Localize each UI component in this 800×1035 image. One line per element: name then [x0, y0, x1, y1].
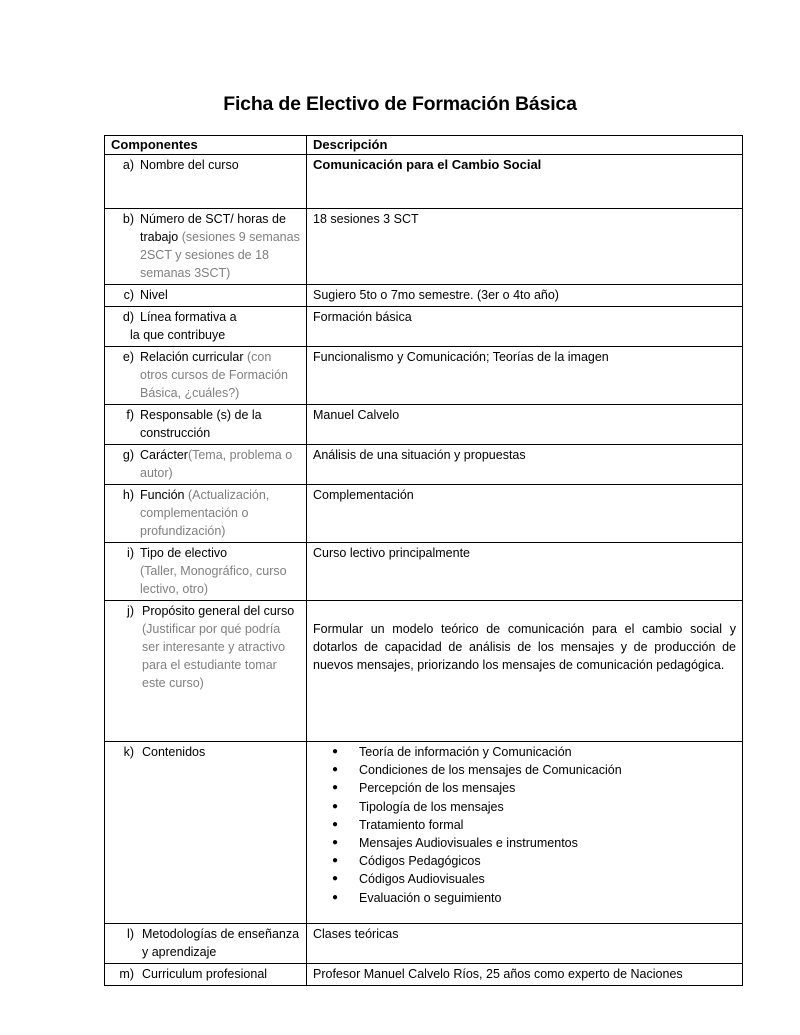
item-letter: h) [122, 488, 134, 502]
header-componentes: Componentes [105, 136, 307, 155]
component-name: Número de SCT/ horas de trabajo [140, 212, 286, 244]
list-item: ● Teoría de información y Comunicación [332, 743, 736, 761]
item-letter: c) [123, 288, 134, 302]
item-letter: m) [119, 967, 134, 981]
row-funcion [105, 485, 743, 543]
description-cell: Formación básica [307, 307, 743, 347]
list-item: ● Códigos Pedagógicos [332, 852, 736, 870]
description-cell: Funcionalismo y Comunicación; Teorías de la imagen [307, 347, 743, 405]
bullet-icon: ● [332, 891, 339, 903]
component-note: (sesiones 9 semanas 2SCT y sesiones de 18 semanas 3SCT) [140, 230, 300, 280]
row-caracter [105, 445, 743, 485]
table-header-row [105, 136, 743, 155]
bullet-icon: ● [332, 800, 339, 812]
component-name: Propósito general del curso [142, 604, 295, 618]
description-cell: Análisis de una situación y propuestas [307, 445, 743, 485]
component-name: Nivel [140, 288, 168, 302]
item-letter: d) [122, 310, 134, 324]
item-letter: b) [122, 212, 134, 226]
component-name: Tipo de electivo [140, 546, 228, 560]
description-cell: Sugiero 5to o 7mo semestre. (3er o 4to año) [307, 285, 743, 307]
bullet-icon: ● [332, 837, 339, 849]
list-item: ● Mensajes Audiovisuales e instrumentos [332, 834, 736, 852]
course-form-table [104, 135, 743, 986]
description-cell: 18 sesiones 3 SCT [307, 209, 743, 285]
description-cell: Profesor Manuel Calvelo Ríos, 25 años como experto de Naciones [307, 964, 743, 986]
row-responsable [105, 405, 743, 445]
component-note: (Justificar por qué podría ser interesante y atractivo para el estudiante tomar este curso) [142, 622, 286, 690]
document-title: Ficha de Electivo de Formación Básica [223, 93, 577, 115]
course-name-value: Comunicación para el Cambio Social [313, 157, 542, 172]
description-cell: Complementación [307, 485, 743, 543]
item-letter: a) [122, 158, 134, 172]
item-letter: k) [123, 745, 134, 759]
component-name: Línea formativa a [140, 310, 237, 324]
description-cell: Clases teóricas [307, 924, 743, 964]
row-linea-formativa [105, 307, 743, 347]
row-tipo-electivo [105, 543, 743, 601]
component-name-cont: la que contribuye [130, 328, 226, 342]
row-relacion-curricular [105, 347, 743, 405]
list-item: ● Condiciones de los mensajes de Comunicación [332, 761, 736, 779]
component-name: Carácter [140, 448, 188, 462]
row-contenidos [105, 742, 743, 924]
bullet-icon: ● [332, 782, 339, 794]
row-nivel [105, 285, 743, 307]
list-item: ● Evaluación o seguimiento [332, 889, 736, 907]
component-note: (con otros cursos de Formación Básica, ¿cuáles?) [140, 350, 288, 400]
description-cell: Manuel Calvelo [307, 405, 743, 445]
list-item: ● Códigos Audiovisuales [332, 870, 736, 888]
component-name: Curriculum profesional [142, 967, 268, 981]
component-name: Función [140, 488, 185, 502]
component-name: Metodologías de enseñanza y aprendizaje [142, 927, 300, 959]
component-name: Nombre del curso [140, 158, 239, 172]
row-curriculum [105, 964, 743, 986]
component-note: (Actualización, complementación o profundización) [140, 488, 270, 538]
bullet-icon: ● [332, 764, 339, 776]
list-item: ● Tipología de los mensajes [332, 798, 736, 816]
component-note: (Tema, problema o autor) [140, 448, 293, 480]
bullet-icon: ● [332, 855, 339, 867]
row-proposito [105, 601, 743, 742]
list-item: ● Percepción de los mensajes [332, 779, 736, 797]
row-nombre-curso [105, 155, 743, 209]
item-letter: j) [127, 604, 134, 618]
component-name: Contenidos [142, 745, 206, 759]
contents-list [313, 743, 736, 907]
list-item: ● Tratamiento formal [332, 816, 736, 834]
bullet-icon: ● [332, 873, 339, 885]
item-letter: g) [122, 448, 134, 462]
component-name: Relación curricular [140, 350, 244, 364]
row-sct-horas [105, 209, 743, 285]
row-metodologias [105, 924, 743, 964]
item-letter: i) [127, 546, 134, 560]
description-cell: Curso lectivo principalmente [307, 543, 743, 601]
item-letter: f) [126, 408, 134, 422]
header-descripcion: Descripción [307, 136, 743, 155]
component-name: Responsable (s) de la construcción [140, 408, 262, 440]
item-letter: e) [122, 350, 134, 364]
component-note: (Taller, Monográfico, curso lectivo, otro) [140, 564, 287, 596]
bullet-icon: ● [332, 818, 339, 830]
bullet-icon: ● [332, 746, 339, 757]
purpose-description: Formular un modelo teórico de comunicación para el cambio social y dotarlos de capacidad de análisis de los mensajes y de producción de nuevos mensajes, priorizando los mensajes de comunicación pedagógica. [313, 622, 736, 672]
item-letter: l) [127, 927, 134, 941]
